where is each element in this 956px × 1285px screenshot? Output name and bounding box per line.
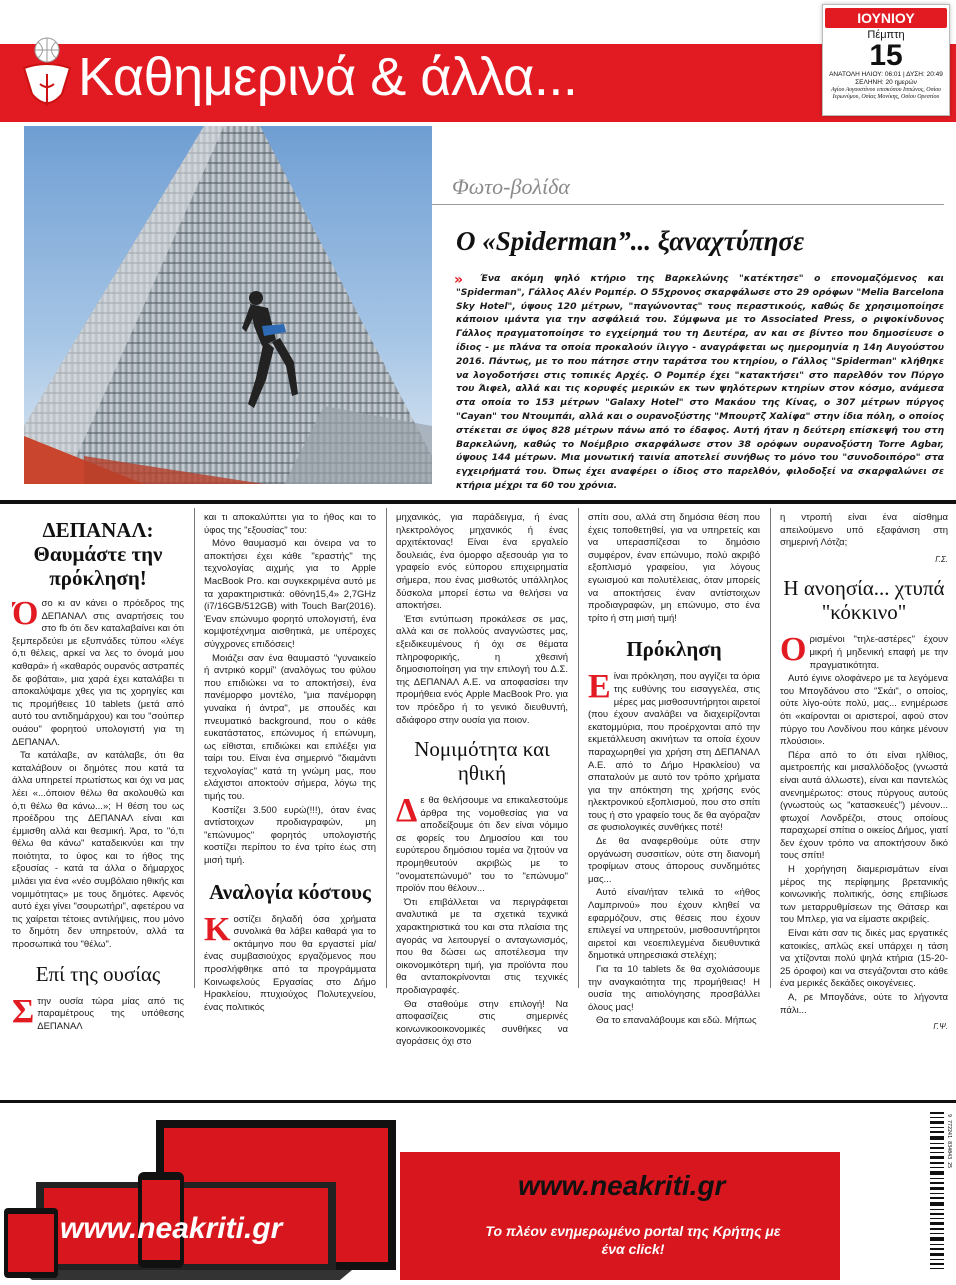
author-signature: Γ.Ψ. bbox=[933, 1022, 948, 1032]
ad-tagline: Το πλέον ενημερωμένο portal της Κρήτης με ένα click! bbox=[485, 1223, 781, 1257]
feature-divider bbox=[432, 204, 944, 205]
section-divider bbox=[0, 500, 956, 504]
paragraph: σο κι αν κάνει ο πρόεδρος της ΔΕΠΑΝΑΛ στις αναρτήσεις του στο fb ότι δεν καταλαβαίνει και ότι ξεμπερδεύει με εξυπνάδες τύπου «λέγε ό,τι θέλεις, αρκεί να λες το όνομά μου καθαρά» ή «καθαρός ουρανός αστραπές δε φοβάται», μια χαρά έχει καταλάβει τι αποκαλύψαμε χθες για τις χορηγίες και τις προμήθειες 10 tablets (μετά από αυτό του αντιδημάρχου) και του "σούπερ ουάου" φορητού υπολογιστή για τη ΔΕΠΑΝΑΛ. bbox=[12, 598, 184, 748]
feature-section-label: Φωτο-βολίδα bbox=[452, 174, 570, 199]
paragraph: Είναι κάτι σαν τις δικές μας εργατικές κατοικίες, απλώς εκεί υπάρχει η τάση να χτίζονται πολύ ψηλά κτήρια (15-20-25 όροφοι) και να στεγάζονται στο κάθε ένα μερικές δεκάδες οικογένειες. bbox=[780, 928, 948, 990]
paragraph: Κοστίζει 3.500 ευρώ(!!!), όταν ένας αντίστοιχων προδιαγραφών, μη "επώνυμος" φορητός υπολογιστής κοστίζει περίπου το ένα τρίτο έως στη μισή τιμή. bbox=[204, 804, 376, 867]
paragraph: Πέρα από το ότι είναι ηλίθιος, αμετροεπής και μισαλλόδοξος (γνωστά είναι αυτά άλλωστε), είναι και παντελώς ανενημέρωτος: στους πύργους αυτούς (γνωστούς ως "κατασκευές") μένουν... φτωχοί Λονδρέζοι, στους οποίους παραχωρεί σπίτια ο οικείος Δήμος, γιατί δεν έχουν τρόπο να αποκτήσουν δικό τους σπίτι! bbox=[780, 749, 948, 862]
author-signature: Γ.Σ. bbox=[935, 554, 948, 564]
column-rule bbox=[578, 508, 579, 988]
date-sun-times: ΑΝΑΤΟΛΗ ΗΛΙΟΥ: 06:01 | ΔΥΣΗ: 20:49 bbox=[829, 71, 943, 78]
dropcap: Ε bbox=[588, 668, 611, 706]
dropcap: Δ bbox=[396, 792, 418, 830]
date-day-number: 15 bbox=[869, 39, 903, 72]
column-5 bbox=[780, 512, 948, 1092]
paragraph: ρισμένοι "τηλε-αστέρες" έχουν μικρή ή μηδενική επαφή με την πραγματικότητα. bbox=[809, 634, 948, 671]
paragraph: Μοιάζει σαν ένα θαυμαστό "γυναικείο ή αντρικό κορμί" (αναλόγως του φύλου που επιδιώκει να το αποκτήσει), ένα πανέμορφο μοντέλο, "μια πανέμορφη γυναίκα ή άντρα", με σπουδές και πνευματικό background, που ο κάθε ευκατάστατος, επώνυμος ή επώνυμη, ως είθισται, επιδιώκει και επιλέξει για ταίρι του. Είναι ένα σημερινό "διαμάντι τεχνολογίας" κατά τη γνώμη μας, που ελάχιστοι αποκτούν σήμερα, λόγω της τιμής του. bbox=[204, 652, 376, 803]
paragraph: η ντροπή είναι ένα αίσθημα απειλούμενο υπό εξαφάνιση στη σημερινή Λότζα; bbox=[780, 512, 948, 549]
dropcap: Ο bbox=[780, 631, 807, 669]
column-rule bbox=[770, 508, 771, 988]
paragraph: Μόνο θαυμασμό και όνειρα να το αποκτήσει έχει κάθε "εραστής" της τεχνολογίας αιχμής για το Apple MacBook Pro. και συγκεκριμένα αυτό με τα χαρακτηριστικά: οθόνη15,4» 2,7GHz (i7/16GB/512GB) with Touch Bar(2016). Έναν επώνυμο φορητό υπολογιστή, ένα κομψοτέχνημα αισθητικά, με υπέροχες σύγχρονες επιδόσεις! bbox=[204, 538, 376, 650]
barcode-number: 9 772241 834043 25 bbox=[946, 1114, 952, 1169]
ad-divider bbox=[0, 1100, 956, 1103]
date-box bbox=[822, 4, 950, 116]
paragraph: Θα σταθούμε στην επιλογή! Να αποφασίζεις στις σημερινές κοινωνικοοικονομικές συνθήκες να αγοράσεις όχι στο bbox=[396, 998, 568, 1048]
ad-url[interactable]: www.neakriti.gr bbox=[518, 1170, 726, 1201]
paragraph: Η χορήγηση διαμερισμάτων είναι μέρος της περίφημης βρετανικής κοινωνικής πολιτικής, όσης επιβίωσε των μεταρρυθμίσεων της Θάτσερ και του Μπλερ, για να είμαστε ακριβείς. bbox=[780, 864, 948, 926]
dropcap: Ό bbox=[12, 595, 39, 632]
paragraph: οστίζει δηλαδή όσα χρήματα συνολικά θα λάβει καθαρά για το οκτάμηνο που θα εργαστεί μία/ένας συμβασιούχος εργαζόμενος που προσλήφθηκε από τα προγράμματα Κοινωφελούς Εργασίας στο Δήμο Ηρακλείου, πτυχιούχος Πολυτεχνείου, ένας πολιτικός bbox=[204, 913, 376, 1013]
subheading: Αναλογία κόστους bbox=[209, 879, 371, 904]
date-month: ΙΟΥΝΙΟΥ bbox=[825, 8, 947, 28]
feature-photo bbox=[24, 126, 432, 484]
paragraph: Τα κατάλαβε, αν κατάλαβε, ότι θα καταλάβουν οι δημότες που κατά τα άλλα υπηρετεί πρωτίστως και όχι να μας λέει «...όποιον θέλω θα ακολουθώ και ό,τι θέλω θα κάνω...»; Η θέση του ως προέδρου της ΔΕΠΑΝΑΛ είναι και έμμισθη αλλά και θεσμική. Άρα, το "ό,τι θέλω θα κάνω" καταδεικνύει και την ποιότητα, το ύφος και το ήθος της εξουσίας - κατά τα άλλα ο δήμαρχος μιλάει για ένα «νέο συμβόλαιο ηθικής και νομιμότητας» με τους δημότες. Αφενός αυτό έχει γίνει "σουρωτήρι", αφετέρου να τις χαίρεται τέτοιες αντιλήψεις, που μόνο το δημότη δεν υπηρετούν, αλλά τα προσωπικά του "θέλω". bbox=[12, 750, 184, 951]
subheading: Επί της ουσίας bbox=[35, 961, 161, 986]
date-weekday: Πέμπτη bbox=[867, 29, 905, 41]
paragraph: σπίτι σου, αλλά στη δημόσια θέση που έχεις τοποθετηθεί, για να υπηρετείς και να υπερασπίζεσαι το δημόσιο συμφέρον, έναν επώνυμο, πολύ ακριβό εξοπλισμό γραφείου, για λόγους εγωισμού και πολυτέλειας, όταν μπορείς να αποκτήσεις έναν αντίστοιχων προδιαγραφών, μη επώνυμο, στο ένα τρίτο ή στη μισή τιμή! bbox=[588, 512, 760, 624]
column-3 bbox=[396, 512, 568, 1092]
paragraph: ίναι πρόκληση, που αγγίζει τα όρια της ευθύνης του εισαγγελέα, στις μέρες μας μισθοσυντήρητοι αιρετοί (που έχουν αναλάβει να διαχειρίζονται εκατομμύρια, που προέρχονται από την εκμετάλλευση ακινήτων τα οποία έχουν παραχωρηθεί για χρήση στη ΔΕΠΑΝΑΛ Α.Ε. από το Δήμο Ηρακλείου) να σπαταλούν με αυτό τον τρόπο χρήματα για την απόκτηση της χρήσης ενός ηλεκτρονικού εξοπλισμού, που στο σπίτι τους ή στο γραφείο τους δε θα αγόραζαν σε φυσιολογικές συνθήκες ποτέ! bbox=[588, 671, 760, 834]
paragraph: Δε θα αναφερθούμε ούτε στην οργάνωση συσσιτίων, ούτε στη διανομή τροφίμων στους άπορους συνδημότες μας... bbox=[588, 836, 760, 885]
paragraph: και τι αποκαλύπτει για το ήθος και το ύφος της "εξουσίας" του: bbox=[204, 512, 376, 536]
paragraph: Α, ρε Μπογδάνε, ούτε το λήγοντα πάλι... bbox=[780, 992, 948, 1016]
feature-body: Ένα ακόμη ψηλό κτήριο της Βαρκελώνης "κατέκτησε" ο επονομαζόμενος και "Spiderman", Γάλλος Αλέν Ρομπέρ. Ο 55χρονος σκαρφάλωσε στο 29 ορόφων "Melia Barcelona Sky Hotel", ύψους 120 μέτρων, "παγώνοντας" τους περαστικούς, καθώς δε χρησιμοποίησε κάποιον ιμάντα για την ασφάλειά του. Σύμφωνα με το Associated Press, ο ριψοκίνδυνος Γάλλος πραγματοποίησε το εγχείρημά του τη Δευτέρα, αν και σε βίντεο που δημοσίευσε ο ίδιος - με πλάνα τα οποία προκαλούν ίλιγγο - αναγράφεται ως ημερομηνία η 14η Αυγούστου 2016. Πάντως, με το που πάτησε στην ταράτσα του κτηρίου, ο Γάλλος "Spiderman" κλήθηκε να λογοδοτήσει στις τοπικές Αρχές. Ο Ρομπέρ έχει "κατακτήσει" στο παρελθόν τον Πύργο του Άιφελ, αλλά και τις κορυφές μερικών εκ των ψηλότερων κτηρίων στον κόσμο, ανάμεσα στα οποία το 153 μέτρων "Galaxy Hotel" στο Μακάου της Κίνας, ο 307 μέτρων πύργος "Cayan" του Ντουμπάι, αλλά και ο ουρανοξύστης "Μπουρτζ Χαλίφα" στην ίδια πόλη, ο οποίος στέκεται σε ύψος 828 μέτρων πάνω από το έδαφος. Αυτή ήταν η δεύτερη επίσκεψή του στη Βαρκελώνη, καθώς το Νοέμβριο σκαρφάλωσε στον 38 ορόφων ουρανοξύστη Torre Agbar, ύψους 144 μέτρων. Μια μονωτική ταινία αποτελεί συνήθως το μόνο του "συνοδοιπόρο" στα εγχειρήματά του. Όπως έχει αναφέρει ο ίδιος στο παρελθόν, φιλοδοξεί να σκαρφαλώνει σε κτήρια μέχρι τα 60 του χρόνια. bbox=[456, 273, 944, 491]
column-2 bbox=[204, 512, 376, 1092]
paragraph: Ότι επιβάλλεται να περιγράφεται αναλυτικά με τα σχετικά τεχνικά χαρακτηριστικά του και στα πλαίσια της αγοράς να λειτουργεί ο ανταγωνισμός, που θα δώσει ως αποτέλεσμα την οικονομικότερη τιμή, για προϊόντα που θα ανταποκρίνονται στις τεχνικές προδιαγραφές. bbox=[396, 896, 568, 996]
subheading: Πρόκληση bbox=[626, 637, 722, 662]
paragraph: Έτσι εντύπωση προκάλεσε σε μας, αλλά και σε πολλούς αναγνώστες μας, εξειδικευμένους ή όχι σε θέματα πληροφορικής, η χθεσινή δημοσιοποίηση για την επιλογή του Δ.Σ. της ΔΕΠΑΝΑΛ Α.Ε. να αποφασίσει την προμήθεια ενός Apple MacBook Pro. για τον πρόεδρο ή το γενικό διευθυντή, αδιάφορο στην ουσία για ποιον. bbox=[396, 613, 568, 726]
brand-title: Καθημερινά & άλλα... bbox=[78, 47, 578, 107]
subheading: Η ανοησία... χτυπά "κόκκινο" bbox=[783, 576, 945, 625]
subheading: Νομιμότητα και ηθική bbox=[414, 737, 550, 786]
globe-pen-logo-icon bbox=[18, 34, 76, 116]
feature-arrow-icon: » bbox=[454, 272, 464, 288]
masthead bbox=[0, 0, 956, 120]
date-saints: Αγίου Αυγουστίνου επισκόπου Ιππώνος, Οσίου Ιερωνύμου, Οσίας Μονίκης, Οσίου Ορεστίου bbox=[831, 87, 941, 100]
article-headline: ΔΕΠΑΝΑΛ: Θαυμάστε την πρόκληση! bbox=[33, 518, 163, 590]
column-rule bbox=[194, 508, 195, 988]
device-url: www.neakriti.gr bbox=[60, 1212, 283, 1245]
paragraph: Για τα 10 tablets δε θα σχολιάσουμε την αναγκαιότητα της προμήθειας! Η ουσία της αιτιολόγησης προσβάλλει όλους μας! bbox=[588, 964, 760, 1013]
column-4 bbox=[588, 512, 760, 1092]
paragraph: την ουσία τώρα μίας από τις παραμέτρους της υπόθεσης ΔΕΠΑΝΑΛ bbox=[37, 995, 184, 1032]
column-rule bbox=[386, 508, 387, 988]
dropcap: Κ bbox=[204, 910, 231, 948]
feature-headline: O «Spiderman”... ξαναχτύπησε bbox=[456, 226, 805, 256]
column-1 bbox=[12, 512, 184, 1092]
dropcap: Σ bbox=[12, 992, 35, 1030]
paragraph: Αυτό έγινε ολοφάνερο με τα λεγόμενα του Μπογδάνου στο "Σκάι", ο οποίος, ούτε λίγο-ούτε πολύ, μας... ενημέρωσε ότι «καίρονται οι αριστεροί, αφού στον πύργο του Λονδίνου που κάηκε μένουν πλούσιοι». bbox=[780, 673, 948, 748]
paragraph: μηχανικός, για παράδειγμα, ή ένας ηλεκτρολόγος μηχανικός ή ένας αρχιτέκτονας! Είναι ένα εργαλείο δουλειάς, ένα όμορφο αξεσουάρ για το γραφείο ενός εύπορου επιχειρηματία σήμερα, που ένας μισθωτός υπάλληλος δύσκολα μπορεί έστω να θελήσει να αποκτήσει. bbox=[396, 512, 568, 612]
paragraph: Θα το επαναλάβουμε και εδώ. Μήπως bbox=[596, 1015, 757, 1027]
barcode bbox=[928, 1108, 952, 1280]
paragraph: ε θα θελήσουμε να επικαλεστούμε άρθρα της νομοθεσίας για να αποδείξουμε ότι δεν είναι νόμιμο σε φορείς του Δημοσίου και του ευρύτερου δημόσιου τομέα να ζητούν να προμηθευτούν ακριβώς με το "ονοματεπώνυμό" του το "επώνυμο" προϊόν που θέλουν... bbox=[396, 795, 568, 895]
paragraph: Αυτό είναι/ήταν τελικά το «ήθος Λαμπρινού» που έχουν κληθεί να εφαρμόζουν, στις θέσεις που έχουν επιλεγεί να υπηρετούν, μισθοσυντήρητοι αιρετοί και νεοεπιλεγμένα διευθυντικά δημοτικά υπηρεσιακά στελέχη; bbox=[588, 887, 760, 962]
date-moon: ΣΕΛΗΝΗ: 20 ημερών bbox=[855, 79, 917, 86]
